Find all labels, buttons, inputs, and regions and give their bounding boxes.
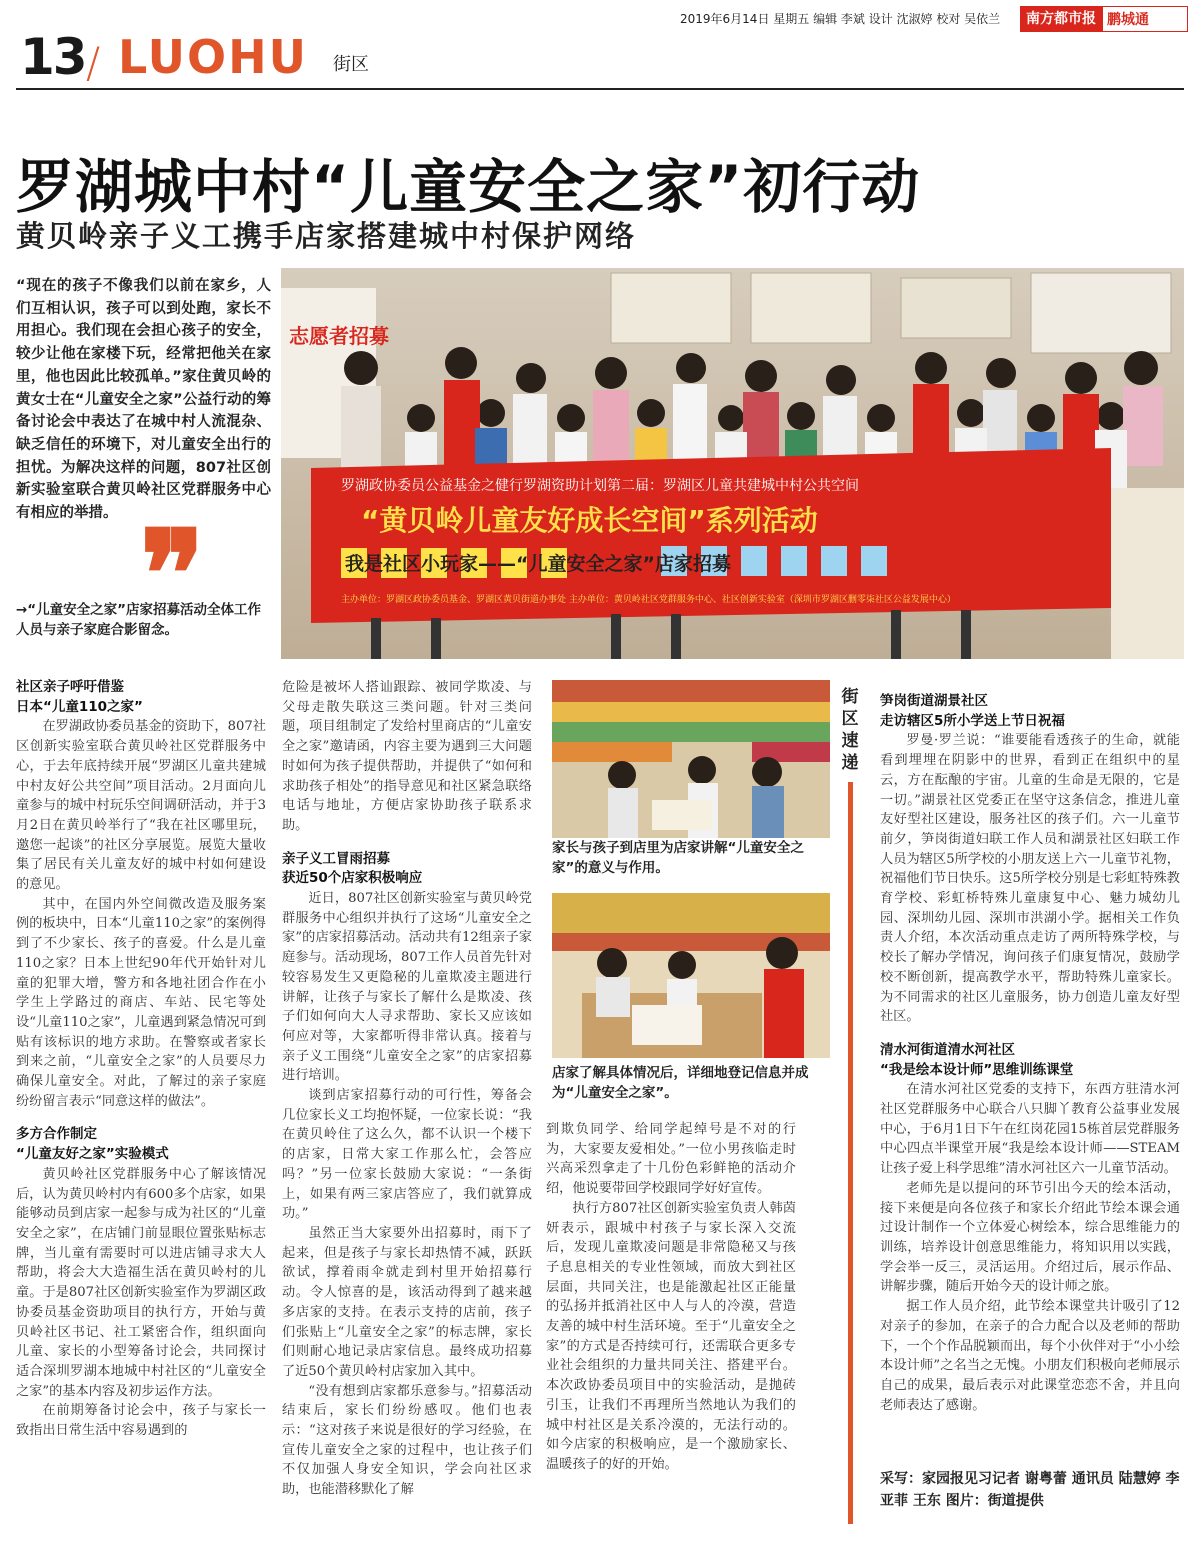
photo1-caption: 家长与孩子到店里为店家讲解“儿童安全之家”的意义与作用。 (552, 840, 804, 876)
shop-photo-1-illustration (552, 680, 830, 838)
col1-heading-2a: 多方合作制定 (16, 1126, 97, 1143)
banner-line2: “黄贝岭儿童友好成长空间”系列活动 (361, 504, 818, 537)
article-column-3 (546, 1120, 796, 1475)
article-lead: “现在的孩子不像我们以前在家乡，人们互相认识，孩子可以到处跑，家长不用担心。我们现在会担心孩子的安全，较少让他在家楼下玩，经常把他关在家里，他也因此比较孤单。”家住黄贝岭的黄女士在“儿童安全之家”公益行动的筹备讨论会中表达了在城中村人流混杂、缺乏信任的环境下，对儿童安全出行的担忧。为解决这样的问题，807社区创新实验室联合黄贝岭社区党群服务中心有相应的举措。 (16, 278, 271, 522)
col2-paragraph-5: “没有想到店家都乐意参与。”招募活动结束后，家长们纷纷感叹。他们也表示：“这对孩子来说是很好的学习经验，在宣传儿童安全之家的过程中，也让孩子们不仅加强人身安全知识，学会向社区求助，也能潜移默化了解 (282, 1383, 532, 1498)
section-slash: / (86, 38, 101, 87)
sidebar-accent-bar (848, 782, 853, 1524)
sidebar-item1-heading-2: 走访辖区5所小学送上节日祝福 (880, 712, 1065, 729)
sidebar-item2-heading-2: “我是绘本设计师”思维训练课堂 (880, 1061, 1074, 1078)
col2-heading-1a: 亲子义工冒雨招募 (282, 850, 390, 867)
newspaper-logo (1020, 6, 1188, 32)
col2-paragraph-4: 虽然正当大家要外出招募时，雨下了起来，但是孩子与家长却热情不减，跃跃欲试，撑着雨伞就走到村里开始招募行动。令人惊喜的是，该活动得到了越来越多店家的支持。在表示支持的店前，孩子们张贴上“儿童安全之家”的标志牌，家长们则耐心地记录店家信息。最终成功招募了近50个黄贝岭村店家加入其中。 (282, 1225, 532, 1379)
page-number: 13 (20, 28, 86, 86)
sidebar-item2-paragraph-1: 在清水河社区党委的支持下，东西方驻清水河社区党群服务中心联合八只脚丫教育公益事业发展中心，于6月1日下午在红岗花园15栋首层党群服务中心四点半课堂开展“我是绘本设计师——STEAM让孩子爱上科学思维”清水河社区六一儿童节活动。 (880, 1082, 1180, 1177)
sidebar-vertical-title: 街区速递 (841, 687, 859, 773)
col2-heading-1b: 获近50个店家积极响应 (282, 870, 423, 887)
col1-heading-1b: 日本“儿童110之家” (16, 698, 143, 715)
byline: 采写：家园报见习记者 谢粤蕾 通讯员 陆慧婷 李亚菲 王东 图片：街道提供 (880, 1471, 1180, 1509)
sidebar-column (880, 692, 1180, 1415)
sidebar-item2-paragraph-3: 据工作人员介绍，此节绘本课堂共计吸引了12对亲子的参加，在亲子的合力配合以及老师的帮助下，一个个作品脱颖而出，每个小伙伴对于“小小绘本设计师”之名当之无愧。小朋友们积极向老师展示自己的成果，最后表示对此课堂恋恋不舍，并且向老师表达了感谢。 (880, 1299, 1180, 1413)
shop-photo-1 (552, 680, 830, 838)
banner-line4: 主办单位：罗湖区政协委员基金、罗湖区黄贝街道办事处 主办单位：黄贝岭社区党群服务中心、社区创新实验室（深圳市罗湖区删零柒社区公益发展中心） (341, 595, 956, 605)
group-photo-illustration (281, 268, 1184, 659)
sidebar-item1-paragraph: 罗曼·罗兰说：“谁要能看透孩子的生命，就能看到埋埋在阴影中的世界，看到正在组织中的星云，方在酝酿的宇宙。儿童的生命是无限的，它是一切。”湖景社区党委正在坚守这条信念，推进儿童友好型社区建设，服务社区的孩子们。六一儿童节前夕，笋岗街道妇联工作人员和湖景社区妇联工作人员为辖区5所学校的小朋友送上六一儿童节礼物，祝福他们节日快乐。这5所学校分别是七彩虹特殊教育学校、彩虹桥特殊儿童康复中心、魅力城幼儿园、深圳幼儿园、深圳市洪湖小学。据相关工作负责人介绍，本次活动重点走访了两所特殊学校，与校长了解办学情况，询问孩子们康复情况，鼓励学校不断创新，提高教学水平，帮助特殊儿童家长。为不同需求的社区儿童服务，协力创造儿童友好型社区。 (880, 733, 1180, 1025)
main-photo-caption: →“儿童安全之家”店家招募活动全体工作人员与亲子家庭合影留念。 (16, 602, 262, 638)
quote-mark-icon: ❞ (140, 504, 205, 645)
section-name-cn: 街区 (333, 54, 369, 75)
col1-paragraph-1: 在罗湖政协委员基金的资助下，807社区创新实验室联合黄贝岭社区党群服务中心，于去年底持续开展“罗湖区儿童共建城中村友好公共空间”项目活动。2月面向儿童参与的城中村玩乐空间调研活动，并于3月2日在黄贝岭举行了“我在社区哪里玩，邀您一起谈”的社区分享展览。展览大量收集了居民有关儿童友好的城中村如何建设的意见。 (16, 719, 266, 893)
banner-line1: 罗湖政协委员公益基金之健行罗湖资助计划第二届：罗湖区儿童共建城中村公共空间 (341, 478, 859, 494)
poster-text: 志愿者招募 (289, 324, 389, 348)
banner-line3: 我是社区小玩家——“儿童安全之家”店家招募 (345, 553, 731, 575)
col1-heading-1a: 社区亲子呼吁借鉴 (16, 679, 124, 695)
photo2-caption: 店家了解具体情况后，详细地登记信息并成为“儿童安全之家”。 (552, 1065, 809, 1101)
col1-heading-2b: “儿童友好之家”实验模式 (16, 1146, 169, 1163)
paper-name: 南方都市报 (1020, 6, 1102, 32)
col2-paragraph-3: 谈到店家招募行动的可行性，筹备会几位家长义工均抱怀疑，一位家长说：“我在黄贝岭住了这么久，都不认识一个楼下的店家，日常大家工作那么忙，会答应吗？”另一位家长鼓励大家说：“一条街上，如果有两三家店答应了，我们就算成功。” (282, 1088, 532, 1222)
shop-photo-2 (552, 893, 830, 1058)
col3-paragraph-2: 执行方807社区创新实验室负责人韩茵妍表示，跟城中村孩子与家长深入交流后，发现儿童欺凌问题是非常隐秘又与孩子息息相关的专业性领域，而放大到社区层面，共同关注，也是能激起社区正能量的弘扬并抵消社区中人与人的冷漠，营造友善的城中村生活环境。至于“儿童安全之家”的方式是否持续可行，还需联合更多专业社会组织的力量共同关注、搭建平台。本次政协委员项目中的实验活动，是抛砖引玉，让我们不再理所当然地认为我们的城中村社区是关系冷漠的，无法行动的。如今店家的积极响应，是一个激励家长、温暖孩子的好的开始。 (546, 1200, 796, 1472)
edition-name: 鹏城通 (1102, 6, 1188, 32)
group-photo (281, 268, 1184, 659)
col1-paragraph-4: 在前期筹备讨论会中，孩子与家长一致指出日常生活中容易遇到的 (16, 1403, 266, 1439)
section-name-en: LUOHU (118, 30, 308, 84)
col2-paragraph-2: 近日，807社区创新实验室与黄贝岭党群服务中心组织并执行了这场“儿童安全之家”的店家招募活动。活动共有12组亲子家庭参与。活动现场，807工作人员首先针对较容易发生又更隐秘的儿童欺凌主题进行讲解，让孩子与家长了解什么是欺凌、孩子们如何向大人寻求帮助、家长又应该如何应对等，大家都听得非常认真。接着与亲子义工围绕“儿童安全之家”的店家招募进行培训。 (282, 891, 532, 1084)
col2-paragraph-1: 危险是被坏人搭讪跟踪、被同学欺凌、与父母走散失联这三类问题。针对三类问题，项目组制定了发给村里商店的“儿童安全之家”邀请函，内容主要为遇到三大问题时如何为孩子提供帮助，并提供了“如何和求助孩子相处”的指导意见和社区紧急联络电话与地址，方便店家协助孩子联系求助。 (282, 680, 532, 833)
article-subheadline: 黄贝岭亲子义工携手店家搭建城中村保护网络 (16, 219, 637, 253)
sidebar-item2-paragraph-2: 老师先是以提问的环节引出今天的绘本活动，接下来便是向各位孩子和家长介绍此节绘本课会通过设计制作一个立体爱心树绘本，综合思维能力的训练，培养设计创意思维能力，将知识用以实践，学会举一反三，灵活运用。介绍过后，展示作品、讲解步骤，随后开始今天的设计师之旅。 (880, 1180, 1180, 1295)
col3-paragraph-1: 到欺负同学、给同学起绰号是不对的行为，大家要友爱相处。”一位小男孩临走时兴高采烈拿走了十几份色彩鲜艳的活动介绍，他说要带回学校跟同学好好宣传。 (546, 1122, 796, 1197)
header-rule (16, 88, 1184, 90)
col1-paragraph-2: 其中，在国内外空间微改造及服务案例的板块中，日本“儿童110之家”的案例得到了不少家长、孩子的喜爱。什么是儿童110之家？日本上世纪90年代开始针对儿童的犯罪大增，警方和各地社团合作在小学生上学路过的商店、车站、民宅等处设“儿童110之家”，儿童遇到紧急情况可到贴有该标识的地方求助。在警察或者家长到来之前，“儿童安全之家”的人员要尽力确保儿童安全。对此，了解过的亲子家庭纷纷留言表示“同意这样的做法”。 (16, 896, 266, 1109)
sidebar-item1-heading-1: 笋岗街道湖景社区 (880, 693, 988, 709)
shop-photo-2-illustration (552, 893, 830, 1058)
article-column-2 (282, 678, 532, 1500)
sidebar-item2-heading-1: 清水河街道清水河社区 (880, 1041, 1015, 1058)
article-column-1 (16, 678, 266, 1441)
col1-paragraph-3: 黄贝岭社区党群服务中心了解该情况后，认为黄贝岭村内有600多个店家，如果能够动员到店家一起参与成为社区的“儿童安全之家”，在店铺门前显眼位置张贴标志牌，当儿童有需要时可以进店铺寻求大人帮助，将会大大造福生活在黄贝岭村的儿童。于是807社区创新实验室作为罗湖区政协委员基金资助项目的执行方，开始与黄贝岭社区书记、社工紧密合作，组织面向儿童、家长的小型筹备讨论会，共同探讨适合深圳罗湖本地城中村社区的“儿童安全之家”的基本内容及初步运作方法。 (16, 1166, 266, 1399)
article-headline: 罗湖城中村“儿童安全之家”初行动 (16, 153, 921, 221)
date-editor-line: 2019年6月14日 星期五 编辑 李斌 设计 沈淑婷 校对 吴依兰 (680, 12, 1001, 26)
